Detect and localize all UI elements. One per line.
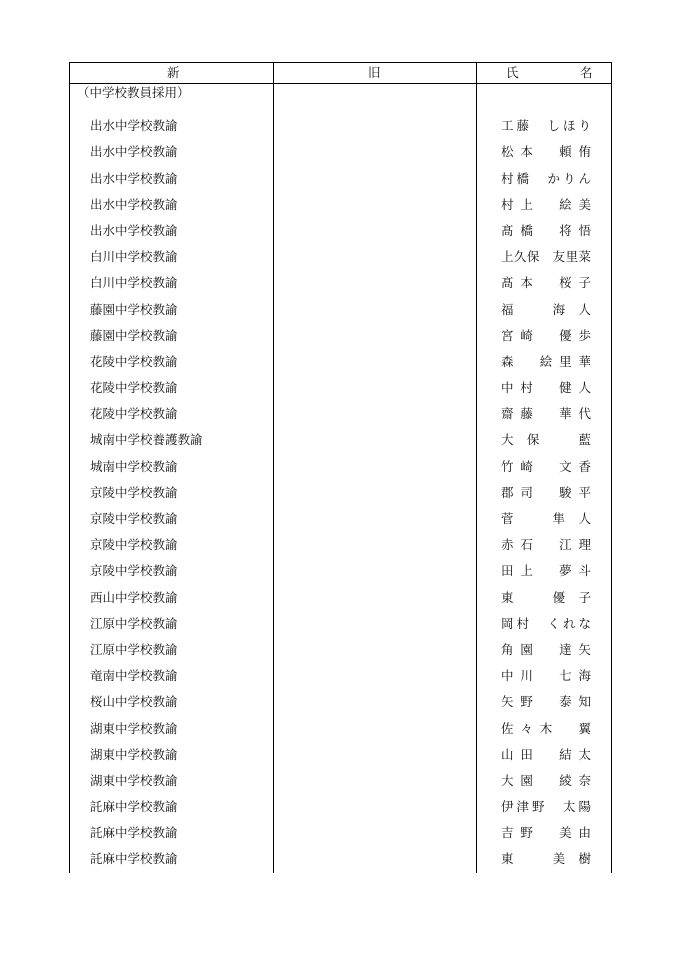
table-row (70, 739, 611, 765)
table-row (70, 634, 611, 660)
name-cell: 岡村 くれな (501, 615, 591, 631)
name-cell: 村上 絵美 (501, 196, 591, 212)
table-row (70, 582, 611, 608)
table-row (70, 215, 611, 241)
name-cell: 森 絵里華 (501, 353, 591, 369)
table-row (70, 686, 611, 712)
table-row (70, 346, 611, 372)
new-post-cell: 藤園中学校教諭 (90, 327, 178, 343)
table-row (70, 503, 611, 529)
table-header (70, 63, 611, 84)
new-post-cell: 京陵中学校教諭 (90, 484, 178, 500)
new-post-cell: 西山中学校教諭 (90, 589, 178, 605)
new-post-cell: 出水中学校教諭 (90, 222, 178, 238)
new-post-cell: 出水中学校教諭 (90, 170, 178, 186)
new-post-cell: 京陵中学校教諭 (90, 563, 178, 579)
name-cell: 東 美樹 (501, 851, 591, 867)
new-post-cell: 出水中学校教諭 (90, 196, 178, 212)
name-cell: 上久保 友里菜 (501, 249, 591, 265)
table-row (70, 555, 611, 581)
table-row (70, 136, 611, 162)
name-cell: 中村 健人 (501, 380, 591, 396)
new-post-cell: 城南中学校養護教諭 (90, 432, 203, 448)
name-cell: 工藤 しほり (501, 118, 591, 134)
table-row (70, 765, 611, 791)
new-post-cell: 江原中学校教諭 (90, 615, 178, 631)
new-post-cell: 託麻中学校教諭 (90, 799, 178, 815)
new-post-cell: 藤園中学校教諭 (90, 301, 178, 317)
name-cell: 東 優子 (501, 589, 591, 605)
table-row (70, 713, 611, 739)
new-post-cell: 湖東中学校教諭 (90, 772, 178, 788)
table-row (70, 110, 611, 136)
table-row (70, 791, 611, 817)
name-cell: 髙本 桜子 (501, 275, 591, 291)
name-cell: 村橋 かりん (501, 170, 591, 186)
name-cell: 菅 隼人 (501, 511, 591, 526)
new-post-cell: 湖東中学校教諭 (90, 746, 178, 762)
table-row (70, 241, 611, 267)
table-body (70, 84, 611, 870)
name-cell: 福 海人 (501, 301, 591, 317)
new-post-cell: 出水中学校教諭 (90, 118, 178, 134)
new-post-cell: 桜山中学校教諭 (90, 694, 178, 710)
table-row (70, 320, 611, 346)
table-row (70, 372, 611, 398)
name-cell: 矢野 泰知 (501, 694, 591, 710)
table-row (70, 477, 611, 503)
header-old: 旧 (368, 65, 381, 80)
name-cell: 吉野 美由 (501, 825, 591, 841)
name-cell: 大保 藍 (501, 432, 591, 448)
table-row (70, 189, 611, 215)
table-row (70, 163, 611, 189)
name-cell: 髙橋 将悟 (501, 222, 591, 238)
table-row (70, 843, 611, 869)
table-row (70, 451, 611, 477)
table-row (70, 608, 611, 634)
new-post-cell: 竜南中学校教諭 (90, 668, 178, 684)
new-post-cell: 出水中学校教諭 (90, 144, 178, 160)
new-post-cell: 城南中学校教諭 (90, 458, 178, 474)
new-post-cell: 江原中学校教諭 (90, 641, 178, 657)
table-row (70, 424, 611, 450)
new-post-cell: 白川中学校教諭 (90, 249, 178, 265)
new-post-cell: 京陵中学校教諭 (90, 511, 178, 526)
name-cell: 竹崎 文香 (501, 458, 591, 474)
name-cell: 松本 頼侑 (501, 144, 591, 160)
personnel-table (69, 62, 612, 873)
name-cell: 伊津野 太陽 (501, 799, 591, 815)
header-name-right: 名 (580, 65, 593, 80)
new-post-cell: 湖東中学校教諭 (90, 720, 178, 736)
section-row (70, 84, 611, 110)
new-post-cell: 白川中学校教諭 (90, 275, 178, 291)
header-name-left: 氏 (506, 65, 519, 80)
new-post-cell: 託麻中学校教諭 (90, 825, 178, 841)
name-cell: 赤石 江理 (501, 537, 591, 553)
name-cell: 田上 夢斗 (501, 563, 591, 579)
table-row (70, 294, 611, 320)
new-post-cell: 京陵中学校教諭 (90, 537, 178, 553)
new-post-cell: 花陵中学校教諭 (90, 406, 178, 422)
name-cell: 大園 綾奈 (501, 772, 591, 788)
new-post-cell: 花陵中学校教諭 (90, 353, 178, 369)
new-post-cell: 託麻中学校教諭 (90, 851, 178, 867)
table-row (70, 267, 611, 293)
table-row (70, 817, 611, 843)
name-cell: 角園 達矢 (501, 641, 591, 657)
new-post-cell: 花陵中学校教諭 (90, 380, 178, 396)
table-row (70, 660, 611, 686)
section-title: （中学校教員採用） (77, 85, 190, 100)
table-row (70, 529, 611, 555)
name-cell: 佐々木 翼 (501, 720, 591, 736)
header-new: 新 (167, 65, 180, 80)
name-cell: 齋藤 華代 (501, 406, 591, 422)
table-row (70, 398, 611, 424)
name-cell: 山田 結太 (501, 746, 591, 762)
name-cell: 中川 七海 (501, 668, 591, 684)
name-cell: 宮崎 優歩 (501, 327, 591, 343)
name-cell: 郡司 駿平 (501, 484, 591, 500)
